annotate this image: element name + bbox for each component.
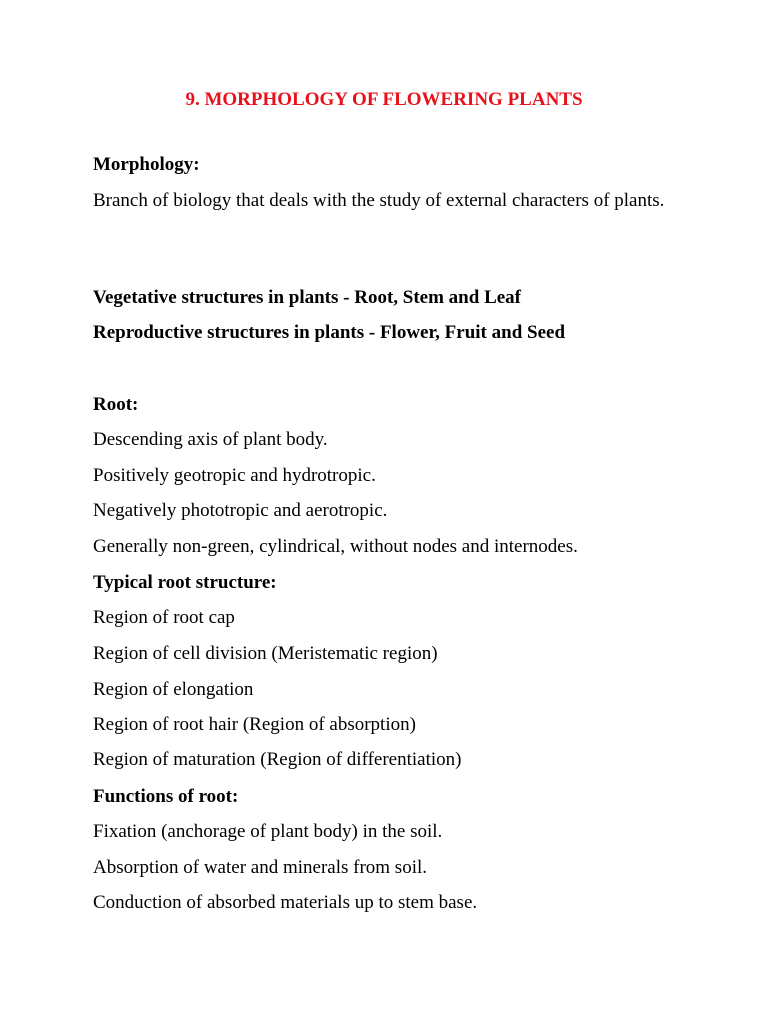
morphology-heading: Morphology: [93, 154, 200, 175]
reproductive-structures: Reproductive structures in plants - Flower, Fruit and Seed [93, 322, 566, 343]
typical-root-region: Region of elongation [93, 679, 254, 700]
typical-root-structure-heading: Typical root structure: [93, 572, 277, 593]
root-line: Generally non-green, cylindrical, without nodes and internodes. [93, 536, 578, 557]
vegetative-structures: Vegetative structures in plants - Root, Stem and Leaf [93, 287, 522, 308]
root-line: Descending axis of plant body. [93, 429, 328, 450]
root-function: Absorption of water and minerals from soil. [93, 857, 428, 878]
page-title: 9. MORPHOLOGY OF FLOWERING PLANTS [185, 89, 583, 110]
root-function: Conduction of absorbed materials up to stem base. [93, 892, 478, 913]
root-line: Negatively phototropic and aerotropic. [93, 500, 388, 521]
functions-of-root-heading: Functions of root: [93, 786, 239, 807]
root-heading: Root: [93, 394, 139, 415]
typical-root-region: Region of cell division (Meristematic region) [93, 643, 438, 664]
root-function: Fixation (anchorage of plant body) in the soil. [93, 821, 443, 842]
typical-root-region: Region of maturation (Region of differentiation) [93, 749, 462, 770]
typical-root-region: Region of root cap [93, 607, 235, 628]
morphology-definition: Branch of biology that deals with the study of external characters of plants. [93, 190, 665, 211]
typical-root-region: Region of root hair (Region of absorption) [93, 714, 416, 735]
root-line: Positively geotropic and hydrotropic. [93, 465, 376, 486]
